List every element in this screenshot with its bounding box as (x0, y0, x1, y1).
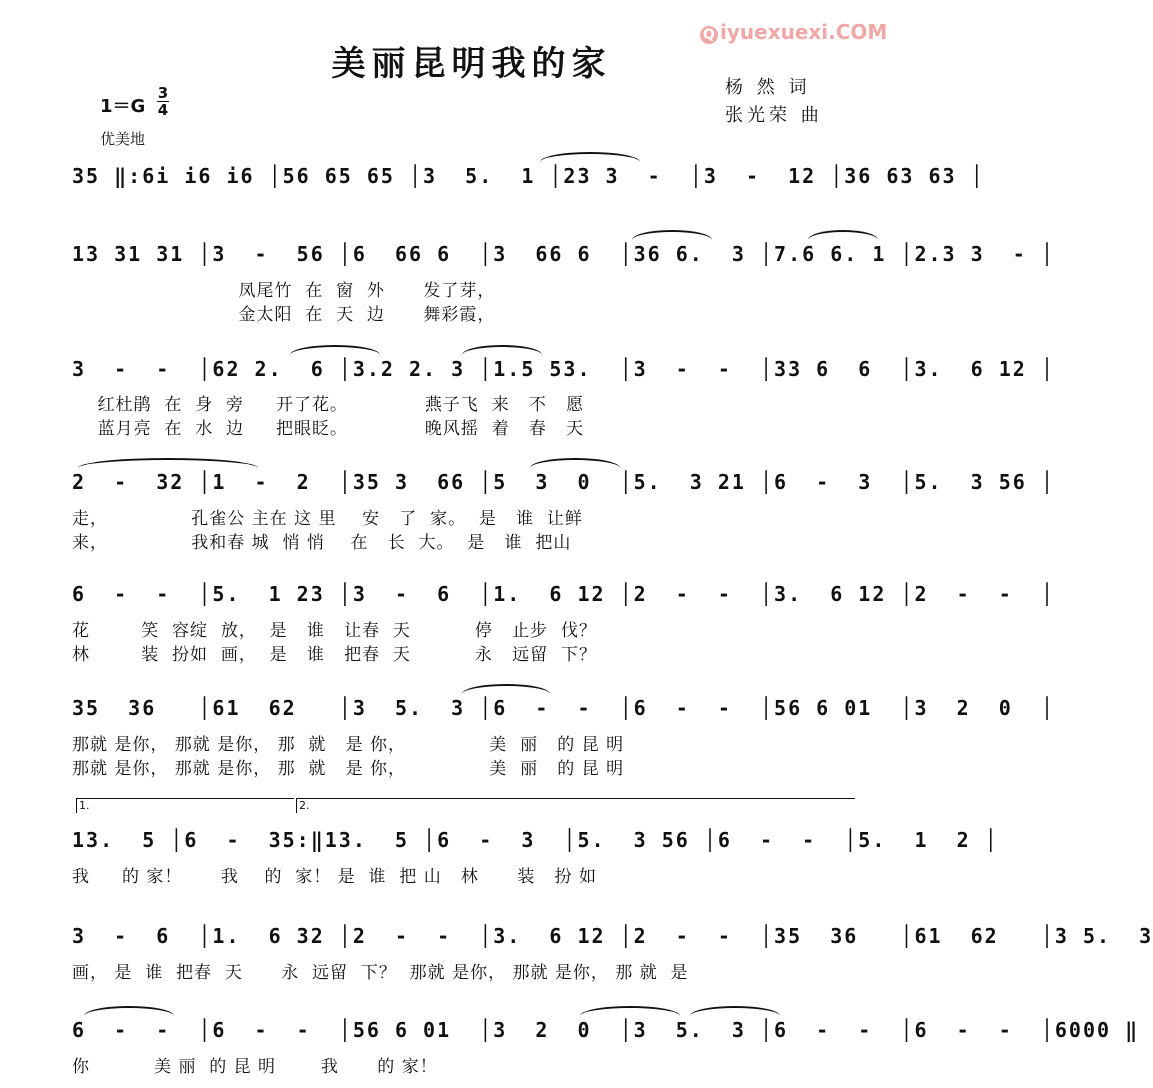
notes-row-7: 13. 5 │6 - 35:‖13. 5 │6 - 3 │5. 3 56 │6 - - │5. 1 2 │ (72, 828, 999, 852)
volta-2: 2. (296, 798, 855, 813)
song-title: 美丽昆明我的家 (331, 44, 612, 84)
lyric-row-4-verse-2: 来， 我和春 城 悄 悄 在 长 大。 是 谁 把山 (72, 533, 572, 553)
slur (540, 152, 640, 162)
slur (462, 345, 542, 355)
slur (462, 684, 550, 694)
watermark-q-icon: Q (700, 26, 718, 44)
score-row-3 (72, 355, 1055, 391)
lyric-row-6-verse-2: 那就 是你， 那就 是你， 那 就 是 你， 美 丽 的 昆 明 (72, 759, 625, 779)
slur (808, 230, 878, 240)
lyric-row-9: 你 美 丽 的 昆 明 我 的 家！ (72, 1057, 438, 1077)
notes-row-8: 3 - 6 │1. 6 32 │2 - - │3. 6 12 │2 - - │35 36 │61 62 │3 5. 3 (72, 924, 1153, 948)
tempo-marking: 优美地 (100, 130, 146, 148)
key-signature: 1＝G (100, 96, 146, 117)
lyric-row-3-verse-1: 红杜鹃 在 身 旁 开了花。 燕子飞 来 不 愿 (72, 395, 585, 415)
score-row-5 (72, 580, 1055, 616)
score-row-1 (72, 162, 985, 198)
slur (580, 1006, 680, 1016)
notes-row-1: 35 ‖:6i i6 i6 │56 65 65 │3 5. 1 │23 3 - │3 - 12 │36 63 63 │ (72, 164, 985, 188)
score-row-6 (72, 694, 1055, 730)
credits (725, 74, 823, 130)
notes-row-3: 3 - - │62 2. 6 │3.2 2. 3 │1.5 53. │3 - - │33 6 6 │3. 6 12 │ (72, 357, 1055, 381)
slur (84, 1006, 174, 1016)
composer: 张光荣 曲 (725, 105, 823, 126)
time-bottom: 4 (157, 101, 169, 119)
notes-row-5: 6 - - │5. 1 23 │3 - 6 │1. 6 12 │2 - - │3. 6 12 │2 - - │ (72, 582, 1055, 606)
slur (632, 230, 712, 240)
lyric-row-3-verse-2: 蓝月亮 在 水 边 把眼眨。 晚风摇 着 春 天 (72, 419, 585, 439)
score-row-2 (72, 240, 1055, 276)
lyric-row-2-verse-2: 金太阳 在 天 边 舞彩霞， (72, 305, 496, 325)
time-signature (157, 86, 169, 117)
lyricist: 杨 然 词 (725, 77, 811, 98)
time-top: 3 (157, 84, 169, 102)
lyric-row-5-verse-2: 林 装 扮如 画， 是 谁 把春 天 永 远留 下？ (72, 645, 597, 665)
slur (78, 458, 258, 468)
slur (690, 1006, 780, 1016)
score-row-7 (72, 826, 999, 862)
lyric-row-6-verse-1: 那就 是你， 那就 是你， 那 就 是 你， 美 丽 的 昆 明 (72, 735, 625, 755)
lyric-row-5-verse-1: 花 笑 容绽 放， 是 谁 让春 天 停 止步 伐？ (72, 621, 597, 641)
lyric-row-2-verse-1: 凤尾竹 在 窗 外 发了芽， (72, 281, 496, 301)
lyric-row-7: 我 的 家！ 我 的 家！ 是 谁 把 山 林 装 扮 如 (72, 867, 597, 887)
lyric-row-8: 画， 是 谁 把春 天 永 远留 下？ 那就 是你， 那就 是你， 那 就 是 (72, 963, 689, 983)
lyric-row-4-verse-1: 走， 孔雀公 主在 这 里 安 了 家。 是 谁 让鲜 (72, 509, 583, 529)
notes-row-4: 2 - 32 │1 - 2 │35 3 66 │5 3 0 │5. 3 21 │6 - 3 │5. 3 56 │ (72, 470, 1055, 494)
slur (530, 458, 620, 468)
slur (290, 345, 380, 355)
score-row-8 (72, 922, 1153, 958)
score-row-9 (72, 1016, 1140, 1052)
notes-row-6: 35 36 │61 62 │3 5. 3 │6 - - │6 - - │56 6 01 │3 2 0 │ (72, 696, 1055, 720)
volta-1: 1. (76, 798, 294, 813)
watermark-text: iyuexuexi.COM (720, 20, 888, 44)
score-row-4 (72, 468, 1055, 504)
notes-row-2: 13 31 31 │3 - 56 │6 66 6 │3 66 6 │36 6. 3 │7.6 6. 1 │2.3 3 - │ (72, 242, 1055, 266)
notes-row-9: 6 - - │6 - - │56 6 01 │3 2 0 │3 5. 3 │6 - - │6 - - │6000 ‖ (72, 1018, 1140, 1042)
